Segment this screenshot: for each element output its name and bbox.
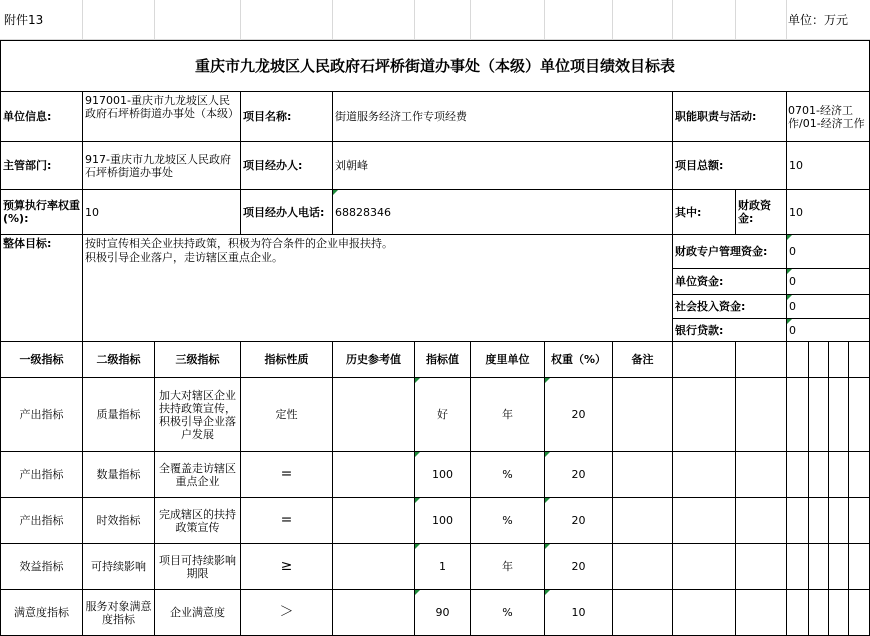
cell-marker-icon xyxy=(787,235,792,240)
cell-marker-icon xyxy=(545,378,550,383)
header-weight: 权重（%） xyxy=(550,353,607,366)
row3-unit: % xyxy=(502,514,513,527)
project-name-label: 项目名称: xyxy=(243,110,292,123)
among-label: 其中: xyxy=(675,205,702,219)
unit-info-label: 单位信息: xyxy=(3,110,52,123)
phone-value: 68828346 xyxy=(335,205,391,219)
header-history: 历史参考值 xyxy=(346,353,401,366)
cell-marker-icon xyxy=(333,190,338,195)
dept-label: 主管部门: xyxy=(3,159,52,172)
fiscal-value: 10 xyxy=(789,205,803,219)
total-value: 10 xyxy=(789,159,803,172)
goal-label: 整体目标: xyxy=(3,237,52,250)
row3-level3: 完成辖区的扶持政策宣传 xyxy=(159,507,236,534)
row3-nature: = xyxy=(280,512,293,528)
row2-weight: 20 xyxy=(571,468,586,481)
row5-level2: 服务对象满意度指标 xyxy=(85,599,152,626)
cell-marker-icon xyxy=(415,378,420,383)
row1-value: 好 xyxy=(437,408,448,421)
row1-level1: 产出指标 xyxy=(19,408,64,421)
cell-marker-icon xyxy=(787,295,792,300)
duty-label: 职能职责与活动: xyxy=(675,110,757,123)
row2-value: 100 xyxy=(432,468,453,481)
row4-history xyxy=(333,544,414,589)
row2-history xyxy=(333,452,414,497)
row2-level3: 全覆盖走访辖区重点企业 xyxy=(159,461,236,488)
row5-weight: 10 xyxy=(571,606,586,619)
row4-value: 1 xyxy=(439,560,446,573)
cell-marker-icon xyxy=(545,590,550,595)
row5-history xyxy=(333,590,414,635)
goal-line-1: 按时宣传相关企业扶持政策，积极为符合条件的企业申报扶持。 xyxy=(85,237,393,250)
cell-marker-icon xyxy=(545,544,550,549)
cell-marker-icon xyxy=(787,269,792,274)
cell-marker-icon xyxy=(415,498,420,503)
row1-history xyxy=(333,378,414,451)
row1-weight: 20 xyxy=(571,408,586,421)
cell-marker-icon xyxy=(415,590,420,595)
cell-marker-icon xyxy=(787,319,792,324)
unit-info-value: 917001-重庆市九龙坡区人民政府石坪桥街道办事处（本级） xyxy=(85,94,239,120)
cell-marker-icon xyxy=(415,452,420,457)
row5-level1: 满意度指标 xyxy=(14,606,69,619)
manager-label: 项目经办人: xyxy=(243,159,303,172)
bank-loan-value: 0 xyxy=(789,323,796,337)
row2-unit: % xyxy=(502,468,513,481)
row5-note xyxy=(613,590,672,635)
header-value: 指标值 xyxy=(426,353,459,366)
header-nature: 指标性质 xyxy=(264,353,309,366)
cell-marker-icon xyxy=(545,498,550,503)
row5-nature: ＞ xyxy=(279,604,294,620)
duty-value: 0701-经济工作/01-经济工作 xyxy=(788,103,865,130)
unit-label: 单位：万元 xyxy=(788,12,849,27)
row1-note xyxy=(613,378,672,451)
row3-note xyxy=(613,498,672,543)
row4-weight: 20 xyxy=(571,560,586,573)
social-fund-label: 社会投入资金: xyxy=(675,300,746,313)
header-level1: 一级指标 xyxy=(19,353,64,366)
exec-weight-label: 预算执行率权重(%): xyxy=(3,199,80,225)
cell-marker-icon xyxy=(415,544,420,549)
row4-note xyxy=(613,544,672,589)
row4-level3: 项目可持续影响期限 xyxy=(159,553,236,580)
row2-level1: 产出指标 xyxy=(19,468,64,481)
row3-level1: 产出指标 xyxy=(19,514,64,527)
row2-note xyxy=(613,452,672,497)
row5-value: 90 xyxy=(435,606,450,619)
row5-unit: % xyxy=(502,606,513,619)
phone-label: 项目经办人电话: xyxy=(243,205,325,219)
row1-unit: 年 xyxy=(502,408,513,421)
row1-nature: 定性 xyxy=(275,408,298,421)
manager-value: 刘朝峰 xyxy=(335,159,368,172)
unit-fund-label: 单位资金: xyxy=(675,275,724,288)
row2-level2: 数量指标 xyxy=(96,468,141,481)
project-name-value: 街道服务经济工作专项经费 xyxy=(335,110,467,123)
cell-marker-icon xyxy=(545,452,550,457)
special-fund-label: 财政专户管理资金: xyxy=(675,245,768,258)
row2-nature: = xyxy=(280,466,293,482)
row4-nature: ≥ xyxy=(280,558,293,574)
header-unit: 度里单位 xyxy=(485,353,530,366)
social-fund-value: 0 xyxy=(789,300,796,313)
exec-weight-value: 10 xyxy=(85,205,99,219)
row1-level3: 加大对辖区企业扶持政策宣传，积极引导企业落户发展 xyxy=(159,388,236,441)
header-level3: 三级指标 xyxy=(175,353,220,366)
page-title: 重庆市九龙坡区人民政府石坪桥街道办事处（本级）单位项目绩效目标表 xyxy=(194,56,675,75)
row3-level2: 时效指标 xyxy=(96,514,141,527)
row1-level2: 质量指标 xyxy=(96,408,141,421)
fiscal-label: 财政资金: xyxy=(738,199,771,225)
dept-value: 917-重庆市九龙坡区人民政府石坪桥街道办事处 xyxy=(85,152,231,179)
row4-level2: 可持续影响 xyxy=(91,560,146,573)
attachment-label: 附件13 xyxy=(4,12,44,27)
row3-weight: 20 xyxy=(571,514,586,527)
row3-history xyxy=(333,498,414,543)
row4-level1: 效益指标 xyxy=(19,560,64,573)
row5-level3: 企业满意度 xyxy=(170,606,225,619)
special-fund-value: 0 xyxy=(789,245,796,258)
bank-loan-label: 银行贷款: xyxy=(675,323,724,337)
header-note: 备注 xyxy=(631,353,654,366)
row3-value: 100 xyxy=(432,514,453,527)
total-label: 项目总额: xyxy=(675,159,724,172)
goal-line-2: 积极引导企业落户，走访辖区重点企业。 xyxy=(85,251,283,264)
row4-unit: 年 xyxy=(502,560,513,573)
header-level2: 二级指标 xyxy=(96,353,141,366)
unit-fund-value: 0 xyxy=(789,275,796,288)
